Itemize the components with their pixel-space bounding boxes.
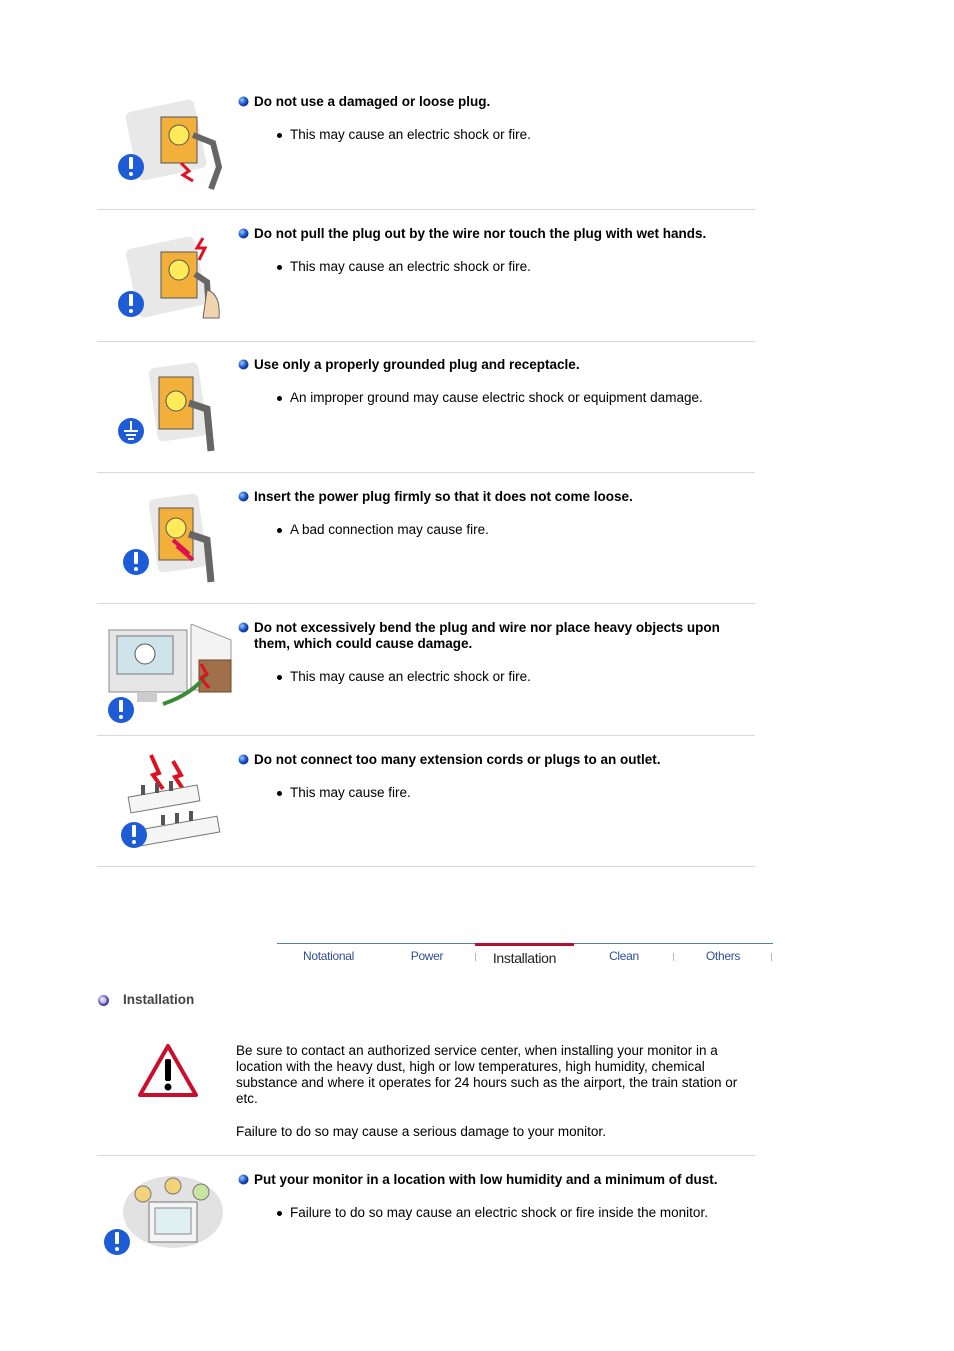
- extension-cords-illustration: [103, 751, 235, 851]
- item-title: Use only a properly grounded plug and receptacle.: [238, 357, 755, 373]
- item-description: This may cause an electric shock or fire.: [290, 127, 531, 143]
- blue-ball-bullet-icon: [238, 96, 249, 107]
- item-description: This may cause fire.: [290, 785, 411, 801]
- section-tabs: [277, 941, 773, 969]
- blue-ball-bullet-icon: [238, 359, 249, 370]
- item-description: This may cause an electric shock or fire.: [290, 669, 531, 685]
- blue-ball-bullet-icon: [238, 491, 249, 502]
- item-description: An improper ground may cause electric shock or equipment damage.: [290, 390, 703, 406]
- tab-separator: [673, 953, 674, 961]
- damaged-plug-illustration: [103, 95, 235, 195]
- item-description: Failure to do so may cause an electric shock or fire inside the monitor.: [290, 1205, 708, 1221]
- purple-ball-bullet-icon: [97, 994, 110, 1007]
- list-bullet-icon: [277, 528, 282, 533]
- item-title: Do not pull the plug out by the wire nor touch the plug with wet hands.: [238, 226, 755, 242]
- item-title: Insert the power plug firmly so that it does not come loose.: [238, 489, 755, 505]
- tab-notational[interactable]: Notational: [302, 949, 355, 963]
- safety-item: [97, 1156, 755, 1276]
- list-bullet-icon: [277, 675, 282, 680]
- safety-item: [97, 90, 755, 210]
- blue-ball-bullet-icon: [238, 228, 249, 239]
- list-bullet-icon: [277, 1211, 282, 1216]
- item-title: Do not excessively bend the plug and wire nor place heavy objects upon them, which could cause damage.: [238, 620, 755, 652]
- tab-installation[interactable]: Installation: [475, 943, 574, 970]
- humidity-dust-illustration: [103, 1172, 235, 1272]
- safety-item: [97, 473, 755, 604]
- list-bullet-icon: [277, 396, 282, 401]
- blue-ball-bullet-icon: [238, 622, 249, 633]
- wet-hands-plug-illustration: [103, 230, 235, 330]
- grounded-plug-illustration: [103, 359, 235, 459]
- divider: [97, 866, 755, 867]
- warning-triangle-icon: [137, 1043, 199, 1098]
- caution-paragraph: Be sure to contact an authorized service center, when installing your monitor in a location with the heavy dust, high or low temperatures, high humidity, chemical substance and where it operates for 24 hours such as the airport, the train station or etc.: [236, 1043, 738, 1106]
- safety-item: [97, 604, 755, 736]
- item-description: A bad connection may cause fire.: [290, 522, 489, 538]
- blue-ball-bullet-icon: [238, 1174, 249, 1185]
- firm-plug-illustration: [103, 490, 235, 590]
- item-title: Put your monitor in a location with low humidity and a minimum of dust.: [238, 1172, 755, 1188]
- safety-item: [97, 210, 755, 342]
- bent-wire-illustration: [103, 624, 235, 724]
- tab-separator: [771, 953, 772, 961]
- list-bullet-icon: [277, 265, 282, 270]
- blue-ball-bullet-icon: [238, 754, 249, 765]
- section-heading: Installation: [97, 992, 194, 1007]
- safety-item: [97, 736, 755, 867]
- tab-others[interactable]: Others: [705, 949, 741, 963]
- list-bullet-icon: [277, 791, 282, 796]
- item-title: Do not use a damaged or loose plug.: [238, 94, 755, 110]
- list-bullet-icon: [277, 133, 282, 138]
- safety-item: [97, 342, 755, 473]
- item-title: Do not connect too many extension cords or plugs to an outlet.: [238, 752, 755, 768]
- caution-note: Failure to do so may cause a serious damage to your monitor.: [236, 1124, 606, 1139]
- item-description: This may cause an electric shock or fire.: [290, 259, 531, 275]
- tab-power[interactable]: Power: [410, 949, 444, 963]
- tab-clean[interactable]: Clean: [609, 949, 639, 963]
